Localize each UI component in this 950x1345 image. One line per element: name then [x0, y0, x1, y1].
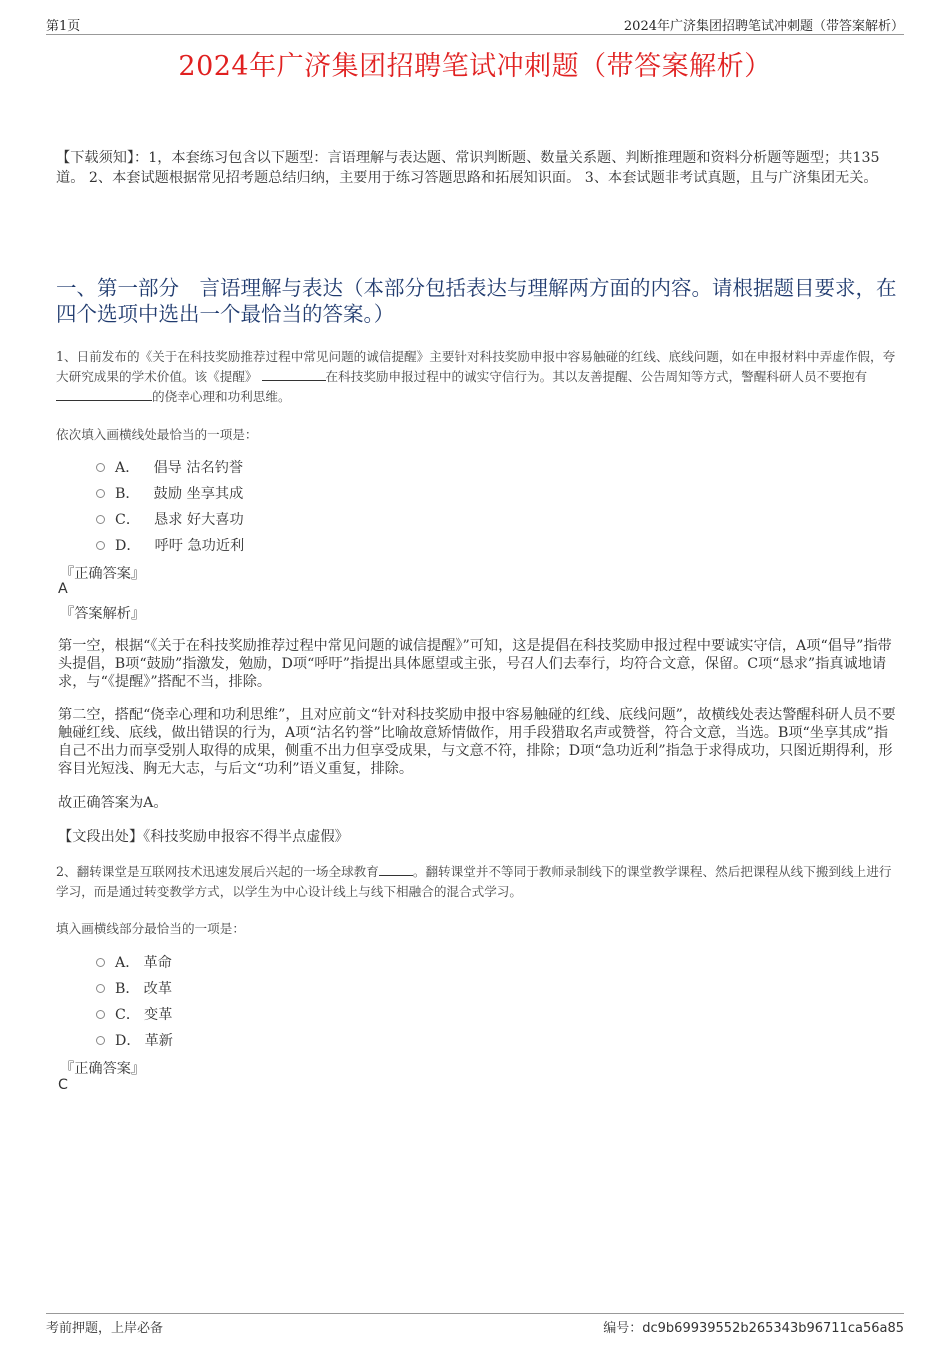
q1-answer-heading: 『正确答案』 — [60, 566, 146, 582]
q1-analysis-paragraph-1: 第一空，根据“《关于在科技奖励推荐过程中常见问题的诚信提醒》”可知，这是提倡在科技奖励申报过程中要诚实守信，A项“倡导”指带头提倡，B项“鼓励”指激发，勉励，D项“呼吁”指提出具体愿望或主张，号召人们去奉行，均符合文意，保留。C项“恳求”指真诚地请求，与“《提醒》”搭配不当，排除。 — [58, 638, 892, 690]
q1-option-b[interactable]: B． 鼓励 坐享其成 — [96, 483, 243, 503]
radio-icon[interactable] — [96, 541, 105, 550]
q2-option-b[interactable]: B． 改革 — [96, 978, 172, 998]
page-footer — [46, 1313, 904, 1334]
q2-option-d[interactable]: D． 革新 — [96, 1030, 173, 1050]
q1-source: 【文段出处】《科技奖励申报容不得半点虚假》 — [58, 829, 349, 845]
radio-icon[interactable] — [96, 515, 105, 524]
radio-icon[interactable] — [96, 1010, 105, 1019]
page-number: 第1页 — [46, 19, 81, 34]
question-2-prompt: 填入画横线部分最恰当的一项是： — [56, 921, 245, 936]
footer-code: 编号：dc9b69939552b265343b96711ca56a85 — [603, 1321, 904, 1336]
blank-3 — [379, 863, 413, 876]
radio-icon[interactable] — [96, 463, 105, 472]
q2-answer-heading: 『正确答案』 — [60, 1061, 146, 1077]
q2-option-a[interactable]: A． 革命 — [96, 952, 172, 972]
document-title: 2024年广济集团招聘笔试冲刺题（带答案解析） — [178, 51, 772, 82]
page-header — [46, 14, 904, 35]
q1-conclusion: 故正确答案为A。 — [58, 795, 168, 811]
blank-1 — [262, 368, 326, 381]
radio-icon[interactable] — [96, 984, 105, 993]
q2-answer: C — [58, 1077, 68, 1093]
radio-icon[interactable] — [96, 958, 105, 967]
radio-icon[interactable] — [96, 1036, 105, 1045]
question-1-text: 1、日前发布的《关于在科技奖励推荐过程中常见问题的诚信提醒》主要针对科技奖励申报中容易触碰的红线、底线问题，如在申报材料中弄虚作假，夸大研究成果的学术价值。该《提醒》 在科技奖励申报过程中的诚实守信行为。其以友善提醒、公告周知等方式，警醒科研人员不要抱有 的侥幸心理和功利思维。 — [56, 349, 896, 404]
question-2-text: 2、翻转课堂是互联网技术迅速发展后兴起的一场全球教育 。翻转课堂并不等同于教师录制线下的课堂教学课程、然后把课程从线下搬到线上进行学习，而是通过转变教学方式，以学生为中心设计线上与线下相融合的混合式学习。 — [56, 864, 892, 899]
q1-option-c[interactable]: C． 恳求 好大喜功 — [96, 509, 244, 529]
download-notice: 【下载须知】：1，本套练习包含以下题型：言语理解与表达题、常识判断题、数量关系题、判断推理题和资料分析题等题型；共135道。 2、本套试题根据常见招考题总结归纳，主要用于练习答题思路和拓展知识面。 3、本套试题非考试真题，且与广济集团无关。 — [56, 150, 880, 186]
q2-option-c[interactable]: C． 变革 — [96, 1004, 172, 1024]
q1-analysis-heading: 『答案解析』 — [60, 606, 146, 622]
header-doc-title: 2024年广济集团招聘笔试冲刺题（带答案解析） — [623, 19, 904, 34]
question-1-prompt: 依次填入画横线处最恰当的一项是： — [56, 427, 258, 442]
q1-option-d[interactable]: D． 呼吁 急功近利 — [96, 535, 244, 555]
q1-analysis-paragraph-2: 第二空，搭配“侥幸心理和功利思维”，且对应前文“针对科技奖励申报中容易触碰的红线、底线问题”，故横线处表达警醒科研人员不要触碰红线、底线，做出错误的行为，A项“沽名钓誉”比喻故意矫情做作，用手段猎取名声或赞誉，符合文意，当选。B项“坐享其成”指自己不出力而享受别人取得的成果，侧重不出力但享受成果，与文意不符，排除；D项“急功近利”指急于求得成功，只图近期得利，形容目光短浅、胸无大志，与后文“功利”语义重复，排除。 — [58, 707, 896, 777]
footer-slogan: 考前押题，上岸必备 — [46, 1321, 164, 1336]
section-title: 一、第一部分 言语理解与表达（本部分包括表达与理解两方面的内容。请根据题目要求，在四个选项中选出一个最恰当的答案。） — [56, 276, 897, 326]
q1-answer: A — [58, 581, 68, 597]
blank-2 — [56, 388, 152, 401]
q1-option-a[interactable]: A． 倡导 沽名钓誉 — [96, 457, 243, 477]
radio-icon[interactable] — [96, 489, 105, 498]
